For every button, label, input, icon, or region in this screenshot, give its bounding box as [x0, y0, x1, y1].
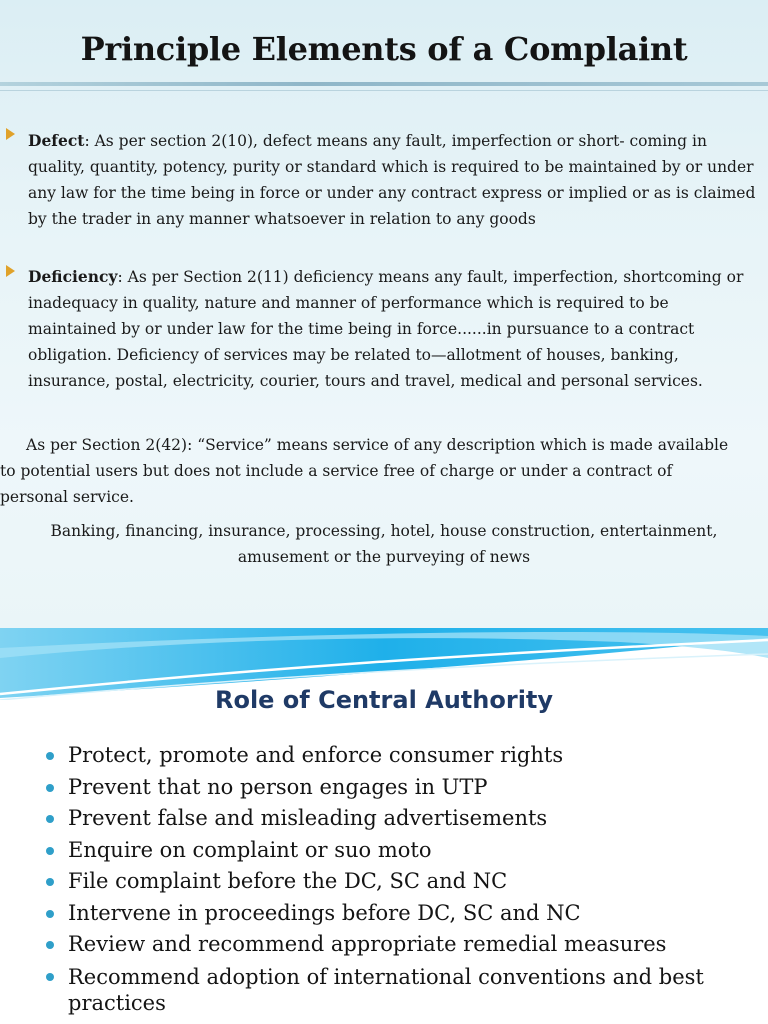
defect-text: : As per section 2(10), defect means any fault, imperfection or short- coming in quality, quantity, potency, purity or standard which is required to be maintained by or under any law for the time being in force or under any contract express or implied or as is claimed by the trader in any manner whatsoever in relation to any goods: [28, 132, 756, 228]
service-definition-paragraph: [0, 432, 766, 510]
bullet-dot-icon: [46, 973, 54, 981]
list-item: Review and recommend appropriate remedial measures: [44, 929, 744, 961]
bullet-dot-icon: [46, 847, 54, 855]
bullet-dot-icon: [46, 941, 54, 949]
arrow-bullet-icon: [6, 265, 15, 277]
list-item: Prevent false and misleading advertisements: [44, 803, 744, 835]
service-examples: [0, 518, 768, 570]
arrow-bullet-icon: [6, 128, 15, 140]
defect-paragraph: [28, 128, 760, 232]
slide-title-principle-elements: Principle Elements of a Complaint: [80, 30, 688, 68]
bullet-dot-icon: [46, 815, 54, 823]
list-item: Intervene in proceedings before DC, SC and NC: [44, 898, 744, 930]
service-line-2: to potential users but does not include a service free of charge or under a contract of: [0, 462, 673, 480]
examples-line-1: Banking, financing, insurance, processing, hotel, house construction, entertainment,: [50, 522, 718, 540]
bullet-dot-icon: [46, 878, 54, 886]
deficiency-paragraph: [28, 264, 760, 394]
list-item: Prevent that no person engages in UTP: [44, 772, 744, 804]
defect-term: Defect: [28, 131, 85, 150]
examples-line-2: amusement or the purveying of news: [237, 548, 531, 566]
title-underline: [0, 82, 768, 86]
bullet-dot-icon: [46, 910, 54, 918]
bullet-dot-icon: [46, 752, 54, 760]
service-line-1: As per Section 2(42): “Service” means service of any description which is made available: [26, 436, 729, 454]
role-list: [44, 740, 744, 1016]
list-item: Protect, promote and enforce consumer rights: [44, 740, 744, 772]
list-item: Recommend adoption of international conventions and best practices: [44, 961, 744, 1016]
bullet-dot-icon: [46, 784, 54, 792]
list-item: File complaint before the DC, SC and NC: [44, 866, 744, 898]
service-line-3: personal service.: [0, 488, 134, 506]
list-item: Enquire on complaint or suo moto: [44, 835, 744, 867]
deficiency-text: : As per Section 2(11) deficiency means any fault, imperfection, shortcoming or inadequacy in quality, nature and manner of performance which is required to be maintained by or under law for the time being in force......in pursuance to a contract obligation. Deficiency of services may be related to—allotment of houses, banking, insurance, postal, electricity, courier, tours and travel, medical and personal services.: [28, 268, 744, 390]
title-underline-thin: [0, 90, 768, 91]
deficiency-term: Deficiency: [28, 267, 118, 286]
slide-title-role-central-authority: Role of Central Authority: [214, 686, 554, 714]
